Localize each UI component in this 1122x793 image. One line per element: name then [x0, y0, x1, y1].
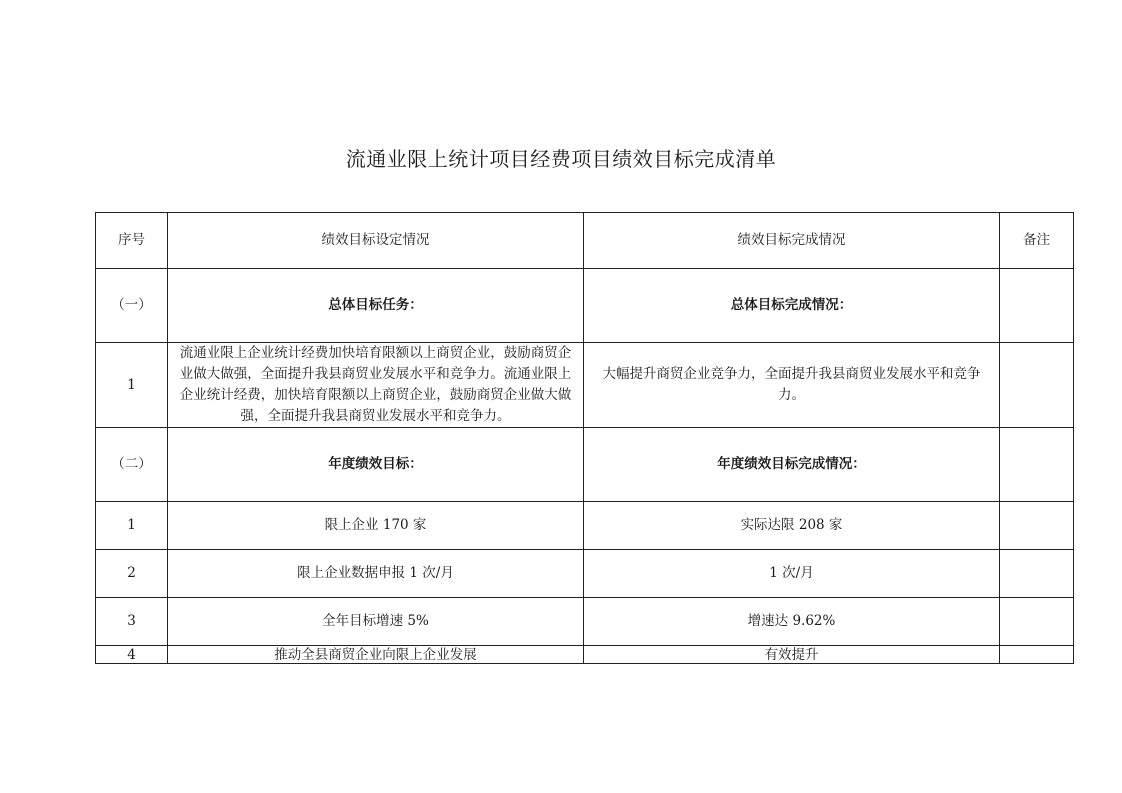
section-row-annual [96, 428, 1074, 502]
table-row [96, 646, 1074, 664]
page-title: 流通业限上统计项目经费项目绩效目标完成清单 [345, 147, 777, 171]
row-no: 1 [96, 502, 168, 550]
row-completion: 有效提升 [584, 646, 1000, 664]
row-remark [1000, 646, 1074, 664]
row-no: 4 [96, 646, 168, 664]
row-target: 限上企业 170 家 [168, 502, 584, 550]
row-remark [1000, 550, 1074, 598]
section-target: 总体目标任务： [168, 269, 584, 343]
row-completion: 1 次/月 [584, 550, 1000, 598]
table-row [96, 598, 1074, 646]
row-completion: 实际达限 208 家 [584, 502, 1000, 550]
row-no: 1 [96, 343, 168, 428]
section-no: （二） [96, 428, 168, 502]
row-target: 限上企业数据申报 1 次/月 [168, 550, 584, 598]
header-target: 绩效目标设定情况 [168, 213, 584, 269]
row-target: 全年目标增速 5% [168, 598, 584, 646]
section-completion: 总体目标完成情况： [584, 269, 1000, 343]
overall-completion-text: 大幅提升商贸企业竞争力，全面提升我县商贸业发展水平和竞争力。 [602, 366, 981, 403]
row-remark [1000, 502, 1074, 550]
overall-target-text: 流通业限上企业统计经费加快培育限额以上商贸企业，鼓励商贸企业做大做强，全面提升我县商贸业发展水平和竞争力。流通业限上企业统计经费，加快培育限额以上商贸企业，鼓励商贸企业做大做强，全面提升我县商贸业发展水平和竞争力。 [179, 345, 572, 424]
row-no: 2 [96, 550, 168, 598]
section-no: （一） [96, 269, 168, 343]
header-completion: 绩效目标完成情况 [584, 213, 1000, 269]
table-row [96, 343, 1074, 428]
section-remark [1000, 428, 1074, 502]
row-target: 推动全县商贸企业向限上企业发展 [168, 646, 584, 664]
table-header-row [96, 213, 1074, 269]
row-no: 3 [96, 598, 168, 646]
row-completion: 增速达 9.62% [584, 598, 1000, 646]
row-remark [1000, 598, 1074, 646]
table-row [96, 550, 1074, 598]
header-no: 序号 [96, 213, 168, 269]
row-target [168, 343, 584, 428]
table-row [96, 502, 1074, 550]
section-row-overall [96, 269, 1074, 343]
section-target: 年度绩效目标： [168, 428, 584, 502]
section-completion: 年度绩效目标完成情况： [584, 428, 1000, 502]
row-remark [1000, 343, 1074, 428]
row-completion [584, 343, 1000, 428]
performance-table [95, 212, 1074, 664]
header-remark: 备注 [1000, 213, 1074, 269]
section-remark [1000, 269, 1074, 343]
